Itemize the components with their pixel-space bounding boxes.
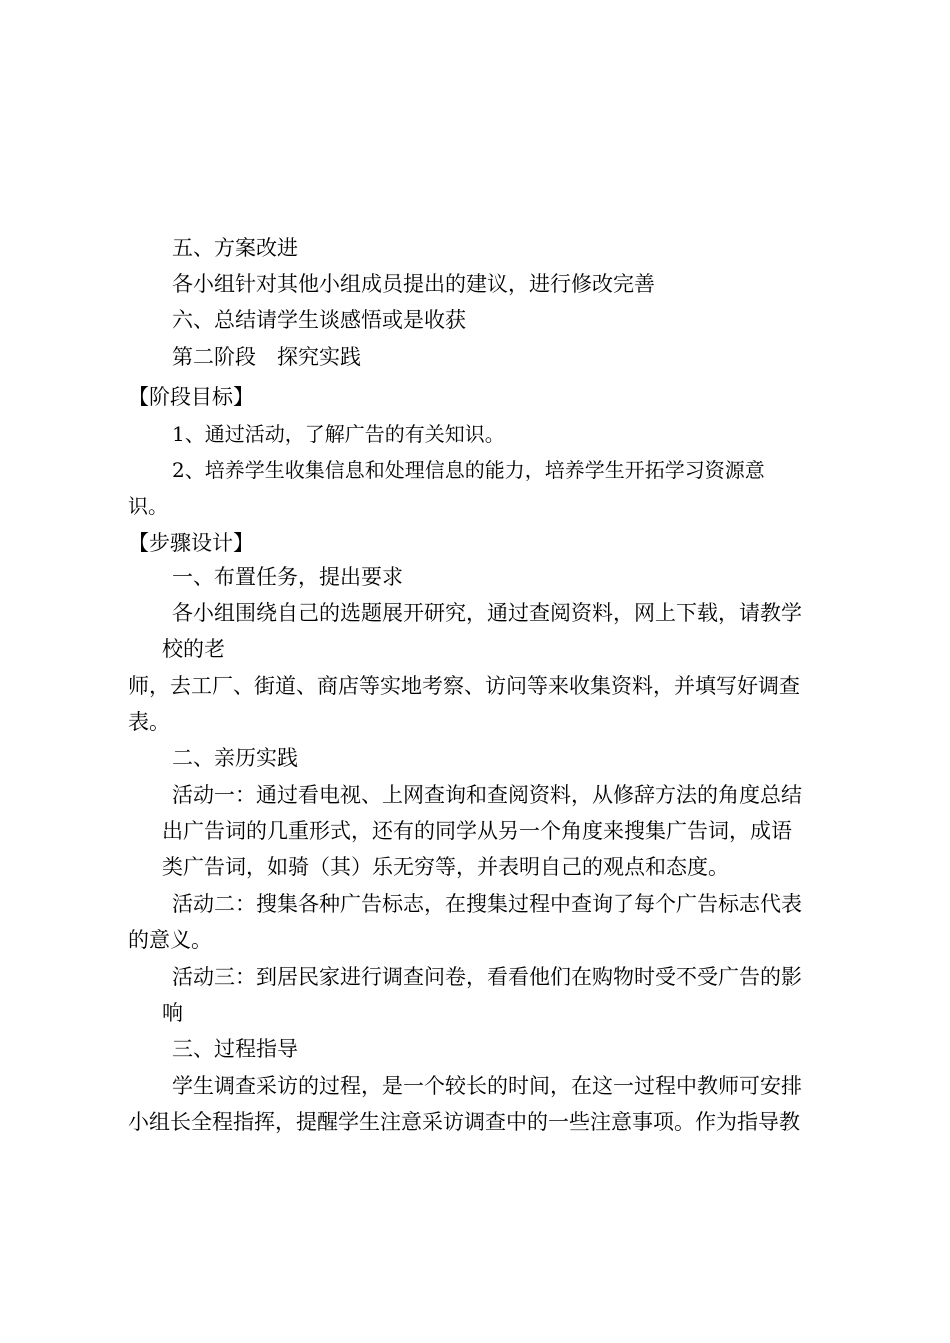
- activity-two-cont: 的意义。: [128, 928, 212, 952]
- heading-practice: 二、亲历实践: [172, 746, 298, 770]
- paragraph-line: 各小组针对其他小组成员提出的建议，进行修改完善: [172, 272, 655, 296]
- heading-stage-two: 第二阶段 探究实践: [172, 345, 361, 369]
- section-step-design: 【步骤设计】: [128, 531, 254, 555]
- paragraph-line: 各小组围绕自己的选题展开研究，通过查阅资料，网上下载，请教学: [172, 601, 802, 625]
- paragraph-line: 学生调查采访的过程，是一个较长的时间，在这一过程中教师可安排: [172, 1074, 802, 1098]
- activity-three-cont: 响: [162, 1001, 183, 1025]
- activity-two: 活动二：搜集各种广告标志，在搜集过程中查询了每个广告标志代表: [172, 892, 802, 916]
- paragraph-line: 师，去工厂、街道、商店等实地考察、访问等来收集资料，并填写好调查: [128, 674, 800, 698]
- heading-summary: 六、总结请学生谈感悟或是收获: [172, 308, 466, 332]
- heading-assign-task: 一、布置任务，提出要求: [172, 565, 403, 589]
- heading-process-guidance: 三、过程指导: [172, 1037, 298, 1061]
- activity-one: 活动一：通过看电视、上网查询和查阅资料，从修辞方法的角度总结: [172, 783, 802, 807]
- goal-item-2-cont: 识。: [128, 494, 168, 518]
- paragraph-line: 校的老: [162, 637, 225, 661]
- activity-three: 活动三：到居民家进行调查问卷，看看他们在购物时受不受广告的影: [172, 965, 802, 989]
- activity-one-cont: 出广告词的几重形式，还有的同学从另一个角度来搜集广告词，成语: [162, 819, 792, 843]
- paragraph-line: 小组长全程指挥，提醒学生注意采访调查中的一些注意事项。作为指导教: [128, 1110, 800, 1134]
- paragraph-line: 表。: [128, 710, 170, 734]
- heading-plan-improvement: 五、方案改进: [172, 236, 298, 260]
- goal-item-1: 1、通过活动，了解广告的有关知识。: [172, 422, 505, 446]
- section-stage-goals: 【阶段目标】: [128, 385, 254, 409]
- activity-one-cont: 类广告词，如骑（其）乐无穷等，并表明自己的观点和态度。: [162, 855, 729, 879]
- goal-item-2: 2、培养学生收集信息和处理信息的能力，培养学生开拓学习资源意: [172, 458, 765, 482]
